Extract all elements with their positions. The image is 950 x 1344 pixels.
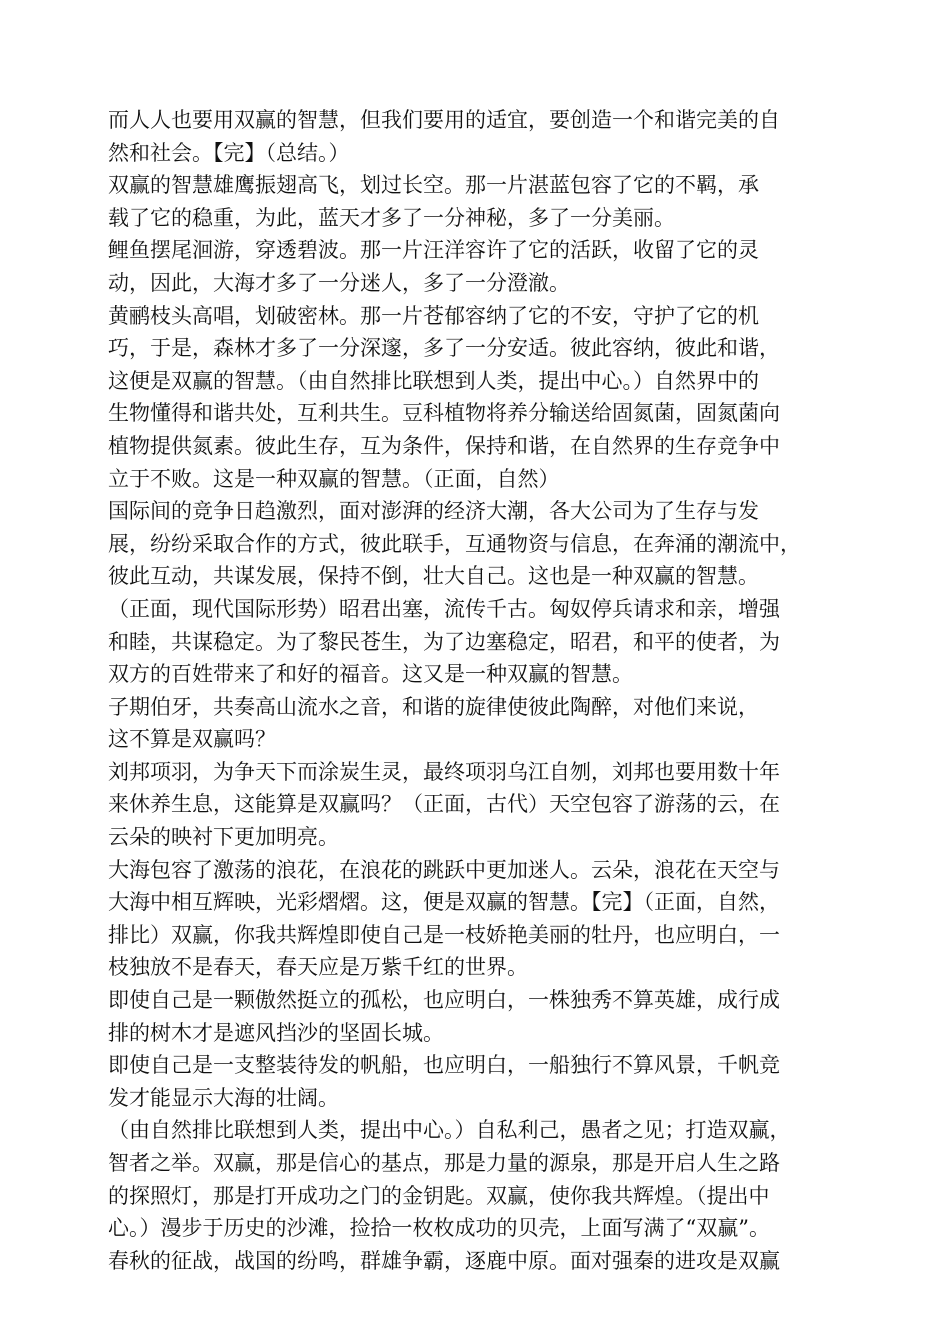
text-line: 春秋的征战，战国的纷鸣，群雄争霸，逐鹿中原。面对强秦的进攻是双赢 [108,1248,780,1273]
text-line: 和睦，共谋稳定。为了黎民苍生，为了边塞稳定，昭君，和平的使者，为 [108,629,780,654]
text-line: 子期伯牙，共奏高山流水之音，和谐的旋律使彼此陶醉，对他们来说， [108,694,759,719]
text-line: 枝独放不是春天，春天应是万紫千红的世界。 [108,955,528,980]
text-line: 发才能显示大海的壮阔。 [108,1085,339,1110]
text-line: 植物提供氮素。彼此生存，互为条件，保持和谐，在自然界的生存竞争中 [108,433,780,458]
text-line: 来休养生息，这能算是双赢吗？（正面，古代）天空包容了游荡的云，在 [108,792,780,817]
text-line: 大海包容了激荡的浪花，在浪花的跳跃中更加迷人。云朵，浪花在天空与 [108,857,780,882]
text-line: 生物懂得和谐共处，互利共生。豆科植物将养分输送给固氮菌，固氮菌向 [108,401,780,426]
text-line: 刘邦项羽，为争天下而涂炭生灵，最终项羽乌江自刎，刘邦也要用数十年 [108,759,780,784]
text-line: 动，因此，大海才多了一分迷人，多了一分澄澈。 [108,270,570,295]
text-line: 即使自己是一支整装待发的帆船，也应明白，一船独行不算风景，千帆竞 [108,1053,780,1078]
text-line: 黄鹂枝头高唱，划破密林。那一片苍郁容纳了它的不安，守护了它的机 [108,303,759,328]
text-line: 大海中相互辉映，光彩熠熠。这，便是双赢的智慧。【完】（正面，自然， [108,890,780,915]
text-line: 排比）双赢，你我共辉煌即使自己是一枝娇艳美丽的牡丹，也应明白，一 [108,922,780,947]
text-line: 展，纷纷采取合作的方式，彼此联手，互通物资与信息，在奔涌的潮流中， [108,531,801,556]
text-line: 双赢的智慧雄鹰振翅高飞，划过长空。那一片湛蓝包容了它的不羁，承 [108,173,759,198]
text-line: 云朵的映衬下更加明亮。 [108,825,339,850]
text-line: （由自然排比联想到人类，提出中心。）自私利己，愚者之见；打造双赢， [108,1118,791,1143]
text-line: （正面，现代国际形势）昭君出塞，流传千古。匈奴停兵请求和亲，增强 [108,596,780,621]
text-line: 然和社会。【完】（总结。） [108,140,350,165]
text-line: 这便是双赢的智慧。（由自然排比联想到人类，提出中心。）自然界中的 [108,368,759,393]
text-line: 即使自己是一颗傲然挺立的孤松，也应明白，一株独秀不算英雄，成行成 [108,988,780,1013]
article-body [108,104,868,1277]
text-line: 而人人也要用双赢的智慧，但我们要用的适宜，要创造一个和谐完美的自 [108,108,780,132]
text-line: 彼此互动，共谋发展，保持不倒，壮大自己。这也是一种双赢的智慧。 [108,564,759,589]
text-line: 鲤鱼摆尾洄游，穿透碧波。那一片汪洋容许了它的活跃，收留了它的灵 [108,238,759,263]
text-line: 排的树木才是遮风挡沙的坚固长城。 [108,1020,444,1045]
text-line: 的探照灯，那是打开成功之门的金钥匙。双赢，使你我共辉煌。（提出中 [108,1183,770,1208]
text-line: 国际间的竞争日趋激烈，面对澎湃的经济大潮，各大公司为了生存与发 [108,499,759,524]
text-line: 心。）漫步于历史的沙滩，捡拾一枚枚成功的贝壳，上面写满了“双赢”。 [108,1216,770,1241]
text-line: 这不算是双赢吗？ [108,727,276,752]
text-line: 双方的百姓带来了和好的福音。这又是一种双赢的智慧。 [108,662,633,687]
text-line: 载了它的稳重，为此，蓝天才多了一分神秘，多了一分美丽。 [108,205,675,230]
text-line: 巧，于是，森林才多了一分深邃，多了一分安适。彼此容纳，彼此和谐， [108,336,780,361]
text-line: 立于不败。这是一种双赢的智慧。（正面，自然） [108,466,560,491]
text-line: 智者之举。双赢，那是信心的基点，那是力量的源泉，那是开启人生之路 [108,1151,780,1175]
